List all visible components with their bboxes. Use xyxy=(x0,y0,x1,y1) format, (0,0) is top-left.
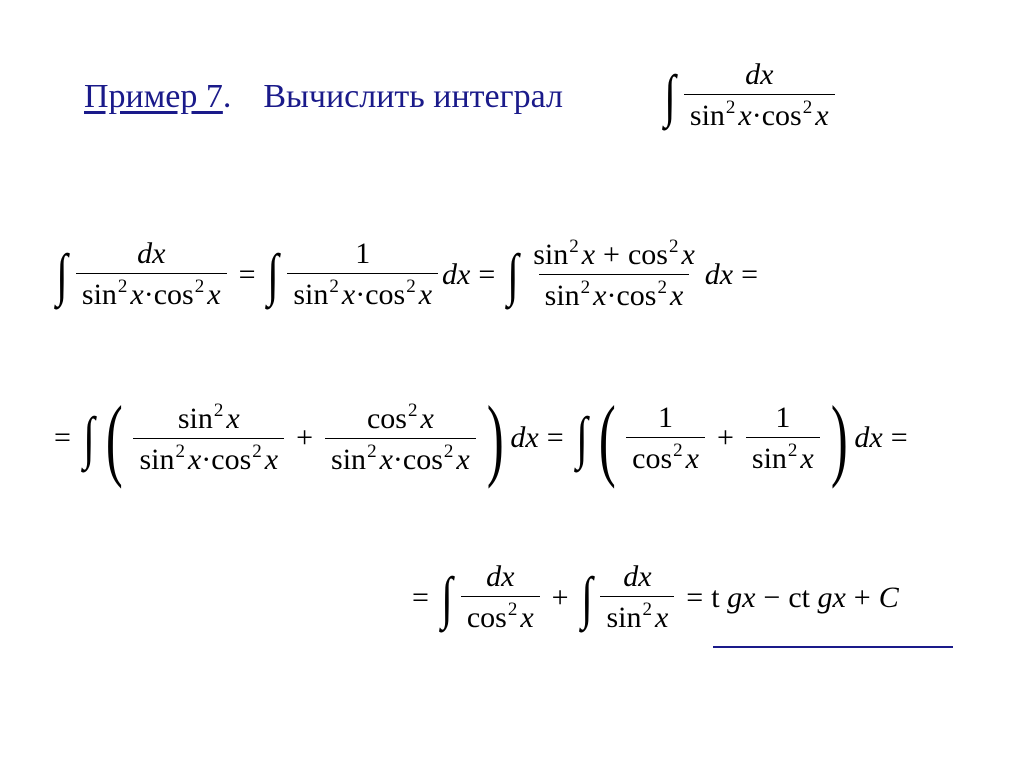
fraction: $\frac{1}{\sin^2 x\cdot\cos^2 x}$ xyxy=(287,237,438,312)
differential: dx xyxy=(854,421,883,454)
equation-line-2 xyxy=(46,387,916,489)
plus-sign: + xyxy=(853,580,871,614)
minus-sign: − xyxy=(763,580,781,614)
cotangent-term: ct gx xyxy=(788,580,846,614)
fraction: $\frac{1}{\cos^2 x}$ xyxy=(626,401,705,476)
equation-line-1 xyxy=(52,236,766,313)
right-paren: ) xyxy=(830,387,848,489)
integral-sign: ∫ xyxy=(507,241,519,307)
equals-sign: = xyxy=(54,421,71,454)
answer-underline xyxy=(713,646,953,648)
differential: dx xyxy=(442,257,471,291)
equals-sign: = xyxy=(546,421,564,454)
fraction: $\frac{\sin^2 x + \cos^2 x}{\sin^2 x\cdot\cos^2 x}$ xyxy=(533,236,695,312)
equals-sign: = xyxy=(741,257,759,291)
left-paren: ( xyxy=(598,387,616,489)
differential: dx xyxy=(510,421,539,454)
numerator: dx xyxy=(745,58,774,91)
left-paren: ( xyxy=(105,387,123,489)
plus-sign: + xyxy=(716,421,734,454)
constant-c: C xyxy=(878,580,899,614)
example-title xyxy=(84,78,563,116)
fraction: $\frac{\cos^2 x}{\sin^2 x\cdot\cos^2 x}$ xyxy=(325,400,476,477)
tangent-term: t gx xyxy=(711,580,756,614)
fraction xyxy=(684,58,835,133)
integral-sign: ∫ xyxy=(664,62,676,128)
denominator: $\sin^2 x\cdot\cos^2$ x xyxy=(684,94,835,133)
fraction: $\frac{1}{\sin^2 x}$ xyxy=(746,401,820,476)
integral-sign: ∫ xyxy=(575,405,588,470)
example-label: Пример 7 xyxy=(84,78,223,115)
equals-sign: = xyxy=(238,257,256,291)
equals-sign: = xyxy=(686,580,704,614)
integral-sign: ∫ xyxy=(56,241,68,307)
equals-sign: = xyxy=(412,580,429,614)
integral-sign: ∫ xyxy=(267,241,280,307)
integral-sign: ∫ xyxy=(83,405,95,470)
plus-sign: + xyxy=(551,580,569,614)
integral-sign: ∫ xyxy=(580,564,593,630)
equals-sign: = xyxy=(478,257,496,291)
right-paren: ) xyxy=(486,387,504,489)
equals-sign: = xyxy=(890,421,908,454)
fraction: $\frac{dx}{\cos^2 x}$ xyxy=(461,560,540,635)
fraction: $\frac{\sin^2 x}{\sin^2 x\cdot\cos^2 x}$ xyxy=(133,400,284,477)
fraction: $\frac{dx}{\sin^2 x\cdot\cos^2 x}$ xyxy=(76,237,227,312)
differential: dx xyxy=(704,257,734,291)
title-integral xyxy=(660,58,839,133)
example-dot: . xyxy=(222,78,232,115)
equation-line-3 xyxy=(404,560,899,635)
task-text: Вычислить интеграл xyxy=(263,78,563,115)
plus-sign: + xyxy=(296,421,314,454)
fraction: $\frac{dx}{\sin^2 x}$ xyxy=(600,560,674,635)
integral-sign: ∫ xyxy=(441,564,453,630)
